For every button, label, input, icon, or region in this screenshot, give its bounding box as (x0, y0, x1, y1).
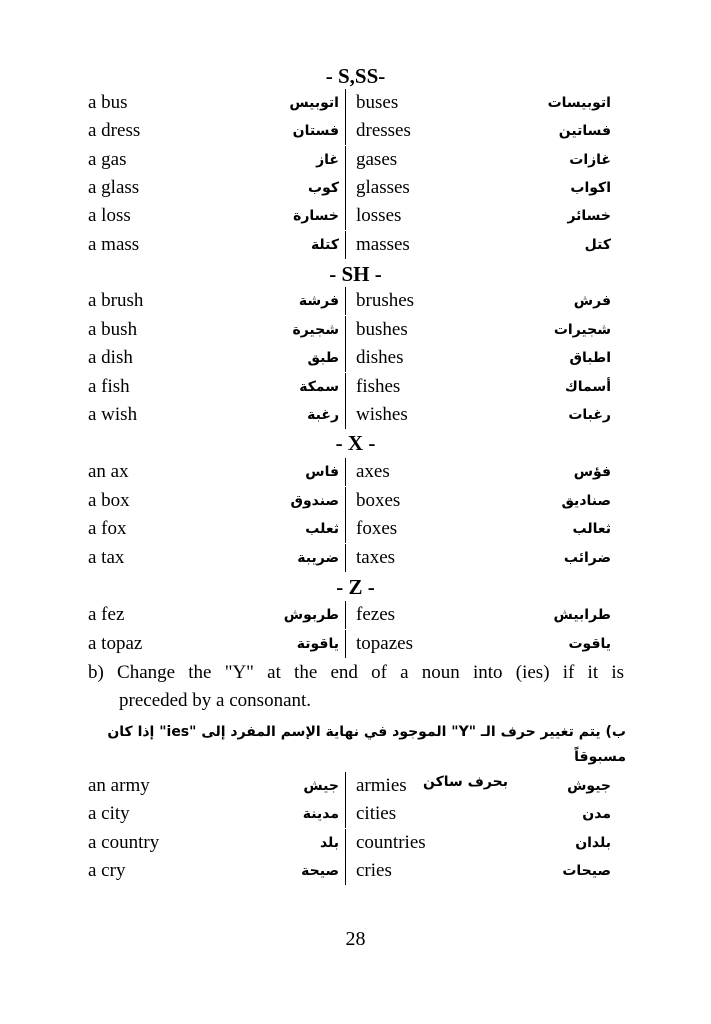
singular-ar: ياقوتة (296, 636, 339, 652)
plural-ar: مدن (582, 806, 611, 822)
column-divider (345, 772, 346, 800)
vocab-row (0, 287, 711, 315)
plural-en: fishes (356, 376, 401, 397)
plural-en: cries (356, 860, 392, 881)
column-divider (345, 287, 346, 315)
column-divider (345, 458, 346, 486)
plural-ar: اطباق (569, 350, 611, 366)
rule-b-english (88, 659, 624, 715)
singular-en: a brush (88, 290, 144, 311)
singular-en: a glass (88, 177, 140, 198)
rule-b-ar-line-2: بحرف ساكن (423, 774, 508, 790)
vocab-row (0, 146, 711, 174)
singular-ar: فستان (292, 123, 339, 139)
vocab-row (0, 458, 711, 486)
plural-ar: غازات (569, 152, 611, 168)
singular-en: an army (88, 775, 150, 796)
singular-ar: مدينة (302, 806, 339, 822)
plural-ar: ضرائب (563, 550, 611, 566)
plural-en: gases (356, 149, 398, 170)
singular-ar: بلد (319, 835, 339, 851)
column-divider (345, 401, 346, 429)
vocab-row (0, 544, 711, 572)
plural-ar: جيوش (567, 778, 611, 794)
plural-en: boxes (356, 490, 401, 511)
singular-en: a bush (88, 319, 138, 340)
singular-ar: طربوش (283, 607, 339, 623)
singular-en: a dish (88, 347, 133, 368)
plural-en: dishes (356, 347, 404, 368)
plural-en: cities (356, 803, 397, 824)
vocab-row (0, 829, 711, 857)
plural-ar: أسماك (564, 379, 611, 395)
singular-ar: فرشة (298, 293, 339, 309)
section-heading-s-ss: - S,SS- (325, 64, 386, 88)
vocab-row (0, 487, 711, 515)
singular-en: a box (88, 490, 130, 511)
vocab-row (0, 89, 711, 117)
column-divider (345, 515, 346, 543)
column-divider (345, 829, 346, 857)
plural-ar: خسائر (567, 208, 611, 224)
vocab-row (0, 174, 711, 202)
section-heading-x: - X - (335, 431, 376, 455)
plural-en: losses (356, 205, 402, 226)
vocab-row (0, 202, 711, 230)
plural-en: masses (356, 234, 410, 255)
plural-ar: رغبات (568, 407, 611, 423)
singular-en: a mass (88, 234, 140, 255)
page-number: 28 (345, 928, 366, 950)
plural-en: bushes (356, 319, 408, 340)
singular-en: a topaz (88, 633, 143, 654)
plural-en: fezes (356, 604, 396, 625)
column-divider (345, 146, 346, 174)
singular-en: a fish (88, 376, 130, 397)
vocab-row (0, 117, 711, 145)
singular-ar: صيحة (301, 863, 339, 879)
singular-en: an ax (88, 461, 129, 482)
plural-ar: صناديق (561, 493, 611, 509)
singular-ar: جيش (303, 778, 339, 794)
singular-en: a country (88, 832, 160, 853)
plural-en: taxes (356, 547, 396, 568)
column-divider (345, 174, 346, 202)
column-divider (345, 373, 346, 401)
plural-ar: ثعالب (572, 521, 611, 537)
singular-ar: ثعلب (305, 521, 339, 537)
singular-ar: رغبة (307, 407, 339, 423)
plural-ar: طرابيش (553, 607, 611, 623)
plural-ar: صيحات (562, 863, 611, 879)
vocab-row (0, 515, 711, 543)
column-divider (345, 857, 346, 885)
vocab-row (0, 800, 711, 828)
vocab-row (0, 231, 711, 259)
rule-b-ar-line-1: ب) يتم تغيير حرف الـ "Y" الموجود في نهاية الإسم المفرد إلى "ies" إذا كان مسبوقاً (107, 724, 626, 765)
singular-ar: فاس (305, 464, 339, 480)
singular-ar: خسارة (293, 208, 339, 224)
column-divider (345, 89, 346, 117)
singular-ar: ضريبة (297, 550, 339, 566)
section-heading-sh: - SH - (329, 262, 382, 286)
singular-en: a wish (88, 404, 138, 425)
plural-ar: كتل (584, 237, 611, 253)
singular-en: a loss (88, 205, 131, 226)
column-divider (345, 544, 346, 572)
plural-ar: فرش (573, 293, 611, 309)
vocab-row (0, 373, 711, 401)
vocab-row (0, 857, 711, 885)
section-heading-z: - Z - (336, 575, 375, 599)
column-divider (345, 117, 346, 145)
column-divider (345, 316, 346, 344)
singular-ar: طبق (307, 350, 339, 366)
singular-ar: غاز (316, 152, 339, 168)
singular-en: a dress (88, 120, 141, 141)
singular-ar: كتلة (310, 237, 339, 253)
vocab-row (0, 630, 711, 658)
singular-en: a tax (88, 547, 125, 568)
singular-en: a fox (88, 518, 127, 539)
plural-en: axes (356, 461, 390, 482)
plural-en: countries (356, 832, 426, 853)
vocab-row (0, 316, 711, 344)
plural-ar: فؤس (573, 464, 611, 480)
singular-en: a bus (88, 92, 128, 113)
column-divider (345, 202, 346, 230)
column-divider (345, 231, 346, 259)
plural-ar: بلدان (575, 835, 611, 851)
vocab-row (0, 344, 711, 372)
singular-en: a fez (88, 604, 125, 625)
plural-ar: فساتين (558, 123, 611, 139)
plural-en: armies (356, 775, 407, 796)
plural-en: topazes (356, 633, 413, 654)
plural-ar: ياقوت (568, 636, 611, 652)
singular-ar: اتوبيس (289, 95, 339, 111)
singular-ar: صندوق (290, 493, 339, 509)
plural-en: brushes (356, 290, 415, 311)
plural-ar: اكواب (570, 180, 611, 196)
rule-b-line-1: b) Change the "Y" at the end of a noun into (ies) if it is (88, 662, 624, 683)
vocab-row (0, 772, 711, 800)
plural-en: buses (356, 92, 399, 113)
column-divider (345, 487, 346, 515)
plural-en: glasses (356, 177, 410, 198)
singular-ar: سمكة (299, 379, 339, 395)
vocab-row (0, 401, 711, 429)
vocab-row (0, 601, 711, 629)
plural-ar: اتوبيسات (547, 95, 611, 111)
column-divider (345, 800, 346, 828)
singular-ar: شجيرة (292, 322, 339, 338)
singular-en: a cry (88, 860, 126, 881)
rule-b-line-2: preceded by a consonant. (119, 690, 312, 711)
plural-ar: شجيرات (553, 322, 611, 338)
singular-en: a city (88, 803, 130, 824)
column-divider (345, 630, 346, 658)
plural-en: dresses (356, 120, 411, 141)
plural-en: wishes (356, 404, 408, 425)
plural-en: foxes (356, 518, 398, 539)
column-divider (345, 344, 346, 372)
singular-en: a gas (88, 149, 127, 170)
column-divider (345, 601, 346, 629)
singular-ar: كوب (308, 180, 339, 196)
